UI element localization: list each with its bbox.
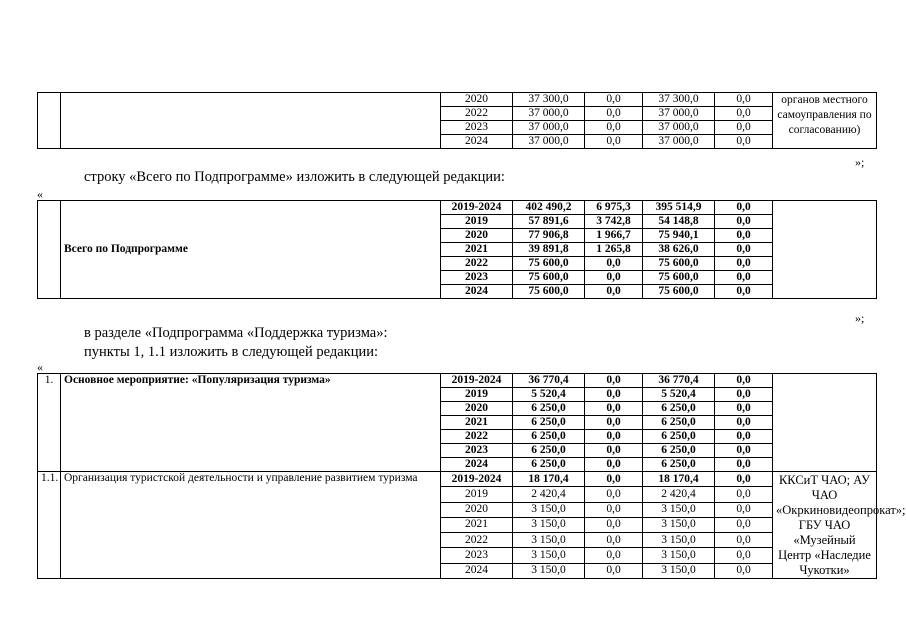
table-row <box>38 472 877 487</box>
opening-quote: « <box>37 187 43 201</box>
executor-cell: ККСиТ ЧАО; АУ ЧАО «Окркиновидеопрокат»; ГБУ ЧАО «Музейный Центр «Наследие Чукотки» <box>773 472 877 579</box>
district-cell: 3 150,0 <box>643 502 715 517</box>
district-cell: 3 150,0 <box>643 548 715 563</box>
other-cell: 0,0 <box>715 215 773 229</box>
federal-cell: 0,0 <box>585 121 643 135</box>
district-cell: 3 150,0 <box>643 517 715 532</box>
district-cell: 75 600,0 <box>643 285 715 299</box>
table-continuation <box>37 92 877 149</box>
district-cell: 75 940,1 <box>643 229 715 243</box>
total-cell: 3 150,0 <box>513 517 585 532</box>
other-cell: 0,0 <box>715 201 773 215</box>
federal-cell: 6 975,3 <box>585 201 643 215</box>
district-cell: 75 600,0 <box>643 271 715 285</box>
total-cell: 6 250,0 <box>513 402 585 416</box>
other-cell: 0,0 <box>715 243 773 257</box>
executor-cell <box>773 374 877 472</box>
year-cell: 2019 <box>441 215 513 229</box>
year-cell: 2020 <box>441 402 513 416</box>
total-cell: 75 600,0 <box>513 257 585 271</box>
label-cell <box>61 93 441 149</box>
total-cell: 3 150,0 <box>513 548 585 563</box>
total-cell: 3 150,0 <box>513 502 585 517</box>
year-cell: 2020 <box>441 229 513 243</box>
federal-cell: 0,0 <box>585 472 643 487</box>
other-cell: 0,0 <box>715 487 773 502</box>
other-cell: 0,0 <box>715 93 773 107</box>
other-cell: 0,0 <box>715 458 773 472</box>
label-cell: Всего по Подпрограмме <box>61 201 441 299</box>
year-cell: 2022 <box>441 107 513 121</box>
opening-quote: « <box>37 360 43 374</box>
federal-cell: 0,0 <box>585 502 643 517</box>
federal-cell: 0,0 <box>585 563 643 578</box>
other-cell: 0,0 <box>715 517 773 532</box>
total-cell: 75 600,0 <box>513 271 585 285</box>
total-cell: 37 000,0 <box>513 107 585 121</box>
federal-cell: 3 742,8 <box>585 215 643 229</box>
federal-cell: 0,0 <box>585 458 643 472</box>
federal-cell: 0,0 <box>585 444 643 458</box>
year-cell: 2021 <box>441 416 513 430</box>
other-cell: 0,0 <box>715 430 773 444</box>
year-cell: 2021 <box>441 243 513 257</box>
other-cell: 0,0 <box>715 107 773 121</box>
district-cell: 6 250,0 <box>643 458 715 472</box>
year-cell: 2023 <box>441 271 513 285</box>
year-cell: 2023 <box>441 444 513 458</box>
year-cell: 2019 <box>441 388 513 402</box>
year-cell: 2024 <box>441 458 513 472</box>
table-row <box>38 374 877 388</box>
label-cell: Организация туристской деятельности и управление развитием туризма <box>61 472 441 579</box>
closing-quote: »; <box>855 311 865 325</box>
other-cell: 0,0 <box>715 563 773 578</box>
federal-cell: 0,0 <box>585 416 643 430</box>
total-cell: 18 170,4 <box>513 472 585 487</box>
total-cell: 402 490,2 <box>513 201 585 215</box>
federal-cell: 0,0 <box>585 135 643 149</box>
total-cell: 39 891,8 <box>513 243 585 257</box>
year-cell: 2019-2024 <box>441 472 513 487</box>
instruction-section: в разделе «Подпрограмма «Поддержка туризма»: <box>84 325 388 341</box>
federal-cell: 0,0 <box>585 487 643 502</box>
executor-cell: органов местного самоуправления по согласованию) <box>773 93 877 149</box>
table-subprogram-total <box>37 200 877 299</box>
other-cell: 0,0 <box>715 548 773 563</box>
total-cell: 6 250,0 <box>513 444 585 458</box>
other-cell: 0,0 <box>715 444 773 458</box>
district-cell: 3 150,0 <box>643 563 715 578</box>
federal-cell: 0,0 <box>585 517 643 532</box>
total-cell: 6 250,0 <box>513 430 585 444</box>
executor-cell <box>773 201 877 299</box>
year-cell: 2022 <box>441 257 513 271</box>
total-cell: 37 000,0 <box>513 121 585 135</box>
year-cell: 2020 <box>441 502 513 517</box>
other-cell: 0,0 <box>715 502 773 517</box>
other-cell: 0,0 <box>715 121 773 135</box>
federal-cell: 0,0 <box>585 430 643 444</box>
year-cell: 2021 <box>441 517 513 532</box>
total-cell: 57 891,6 <box>513 215 585 229</box>
other-cell: 0,0 <box>715 285 773 299</box>
other-cell: 0,0 <box>715 388 773 402</box>
federal-cell: 0,0 <box>585 271 643 285</box>
other-cell: 0,0 <box>715 271 773 285</box>
total-cell: 36 770,4 <box>513 374 585 388</box>
total-cell: 2 420,4 <box>513 487 585 502</box>
federal-cell: 0,0 <box>585 402 643 416</box>
year-cell: 2022 <box>441 430 513 444</box>
federal-cell: 0,0 <box>585 388 643 402</box>
year-cell: 2024 <box>441 285 513 299</box>
other-cell: 0,0 <box>715 402 773 416</box>
total-cell: 5 520,4 <box>513 388 585 402</box>
federal-cell: 0,0 <box>585 257 643 271</box>
total-cell: 6 250,0 <box>513 458 585 472</box>
federal-cell: 0,0 <box>585 93 643 107</box>
instruction-total-row: строку «Всего по Подпрограмме» изложить в следующей редакции: <box>84 169 505 185</box>
federal-cell: 1 966,7 <box>585 229 643 243</box>
district-cell: 36 770,4 <box>643 374 715 388</box>
year-cell: 2022 <box>441 533 513 548</box>
federal-cell: 0,0 <box>585 285 643 299</box>
other-cell: 0,0 <box>715 135 773 149</box>
label-cell: Основное мероприятие: «Популяризация туризма» <box>61 374 441 472</box>
total-cell: 3 150,0 <box>513 563 585 578</box>
district-cell: 37 000,0 <box>643 107 715 121</box>
district-cell: 3 150,0 <box>643 533 715 548</box>
year-cell: 2019 <box>441 487 513 502</box>
year-cell: 2020 <box>441 93 513 107</box>
other-cell: 0,0 <box>715 472 773 487</box>
total-cell: 3 150,0 <box>513 533 585 548</box>
other-cell: 0,0 <box>715 416 773 430</box>
year-cell: 2019-2024 <box>441 374 513 388</box>
year-cell: 2019-2024 <box>441 201 513 215</box>
district-cell: 54 148,8 <box>643 215 715 229</box>
federal-cell: 1 265,8 <box>585 243 643 257</box>
district-cell: 6 250,0 <box>643 402 715 416</box>
total-cell: 75 600,0 <box>513 285 585 299</box>
other-cell: 0,0 <box>715 533 773 548</box>
district-cell: 395 514,9 <box>643 201 715 215</box>
district-cell: 6 250,0 <box>643 416 715 430</box>
table-tourism-support <box>37 373 906 579</box>
total-cell: 6 250,0 <box>513 416 585 430</box>
total-cell: 77 906,8 <box>513 229 585 243</box>
district-cell: 6 250,0 <box>643 430 715 444</box>
district-cell: 18 170,4 <box>643 472 715 487</box>
year-cell: 2023 <box>441 548 513 563</box>
num-cell: 1. <box>38 374 61 472</box>
federal-cell: 0,0 <box>585 107 643 121</box>
other-cell: 0,0 <box>715 374 773 388</box>
district-cell: 5 520,4 <box>643 388 715 402</box>
year-cell: 2024 <box>441 563 513 578</box>
other-cell: 0,0 <box>715 257 773 271</box>
district-cell: 37 300,0 <box>643 93 715 107</box>
total-cell: 37 300,0 <box>513 93 585 107</box>
closing-quote: »; <box>855 155 865 169</box>
other-cell: 0,0 <box>715 229 773 243</box>
total-cell: 37 000,0 <box>513 135 585 149</box>
district-cell: 37 000,0 <box>643 121 715 135</box>
table-row <box>38 93 877 107</box>
year-cell: 2024 <box>441 135 513 149</box>
year-cell: 2023 <box>441 121 513 135</box>
num-cell <box>38 201 61 299</box>
federal-cell: 0,0 <box>585 374 643 388</box>
federal-cell: 0,0 <box>585 533 643 548</box>
num-cell: 1.1. <box>38 472 61 579</box>
instruction-items: пункты 1, 1.1 изложить в следующей редакции: <box>84 344 379 360</box>
district-cell: 2 420,4 <box>643 487 715 502</box>
district-cell: 6 250,0 <box>643 444 715 458</box>
district-cell: 37 000,0 <box>643 135 715 149</box>
district-cell: 75 600,0 <box>643 257 715 271</box>
district-cell: 38 626,0 <box>643 243 715 257</box>
table-row <box>38 201 877 215</box>
num-cell <box>38 93 61 149</box>
federal-cell: 0,0 <box>585 548 643 563</box>
